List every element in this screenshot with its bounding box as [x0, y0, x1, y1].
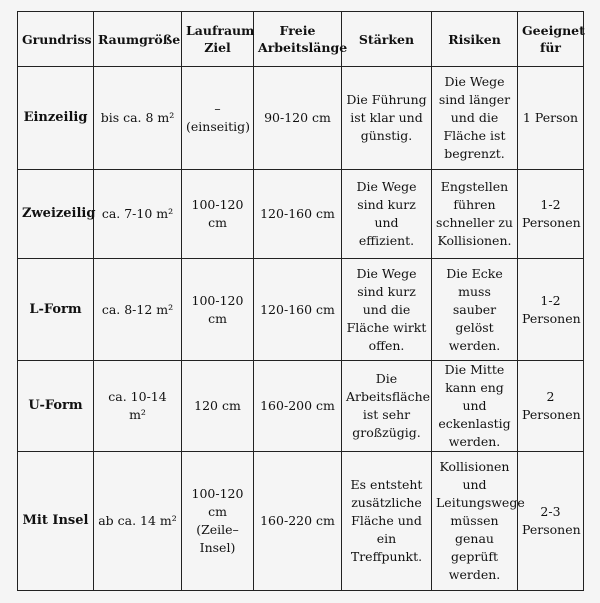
cell-raumgroesse: ab ca. 14 m²	[94, 452, 182, 591]
cell-geeignet: 2 Personen	[518, 361, 584, 452]
cell-risiken: Kollisionen und Leitungswege müssen genau geprüft werden.	[432, 452, 518, 591]
cell-laufraum: 100-120 cm	[182, 170, 254, 259]
table-row	[18, 452, 584, 591]
cell-raumgroesse: ca. 7-10 m²	[94, 170, 182, 259]
col-header-staerken: Stärken	[342, 12, 432, 67]
cell-staerken: Die Wege sind kurz und die Fläche wirkt offen.	[342, 259, 432, 361]
cell-raumgroesse: bis ca. 8 m²	[94, 67, 182, 170]
cell-risiken: Engstellen führen schneller zu Kollisionen.	[432, 170, 518, 259]
cell-raumgroesse: ca. 10-14 m²	[94, 361, 182, 452]
cell-geeignet: 1 Person	[518, 67, 584, 170]
kitchen-layout-table	[17, 11, 584, 591]
table-row	[18, 170, 584, 259]
cell-laufraum: – (einseitig)	[182, 67, 254, 170]
col-header-arbeitslaenge: Freie Arbeitslänge	[254, 12, 342, 67]
cell-staerken: Die Wege sind kurz und effizient.	[342, 170, 432, 259]
cell-grundriss: L-Form	[18, 259, 94, 361]
col-header-geeignet: Geeignet für	[518, 12, 584, 67]
cell-grundriss: Zweizeilig	[18, 170, 94, 259]
cell-laufraum: 100-120 cm	[182, 259, 254, 361]
cell-arbeitslaenge: 120-160 cm	[254, 259, 342, 361]
cell-grundriss: U-Form	[18, 361, 94, 452]
col-header-laufraum: Laufraum Ziel	[182, 12, 254, 67]
cell-arbeitslaenge: 120-160 cm	[254, 170, 342, 259]
cell-arbeitslaenge: 160-200 cm	[254, 361, 342, 452]
col-header-grundriss: Grundriss	[18, 12, 94, 67]
table-row	[18, 361, 584, 452]
cell-risiken: Die Mitte kann eng und eckenlastig werden.	[432, 361, 518, 452]
cell-staerken: Es entsteht zusätzliche Fläche und ein Treffpunkt.	[342, 452, 432, 591]
cell-arbeitslaenge: 90-120 cm	[254, 67, 342, 170]
cell-grundriss: Mit Insel	[18, 452, 94, 591]
header-row	[18, 12, 584, 67]
cell-staerken: Die Führung ist klar und günstig.	[342, 67, 432, 170]
col-header-risiken: Risiken	[432, 12, 518, 67]
cell-staerken: Die Arbeitsfläche ist sehr großzügig.	[342, 361, 432, 452]
table-row	[18, 259, 584, 361]
cell-laufraum: 120 cm	[182, 361, 254, 452]
col-header-raumgroesse: Raumgröße	[94, 12, 182, 67]
cell-risiken: Die Ecke muss sauber gelöst werden.	[432, 259, 518, 361]
cell-raumgroesse: ca. 8-12 m²	[94, 259, 182, 361]
cell-grundriss: Einzeilig	[18, 67, 94, 170]
cell-laufraum: 100-120 cm (Zeile–Insel)	[182, 452, 254, 591]
cell-geeignet: 1-2 Personen	[518, 170, 584, 259]
cell-geeignet: 2-3 Personen	[518, 452, 584, 591]
cell-geeignet: 1-2 Personen	[518, 259, 584, 361]
table-row	[18, 67, 584, 170]
cell-arbeitslaenge: 160-220 cm	[254, 452, 342, 591]
cell-risiken: Die Wege sind länger und die Fläche ist begrenzt.	[432, 67, 518, 170]
